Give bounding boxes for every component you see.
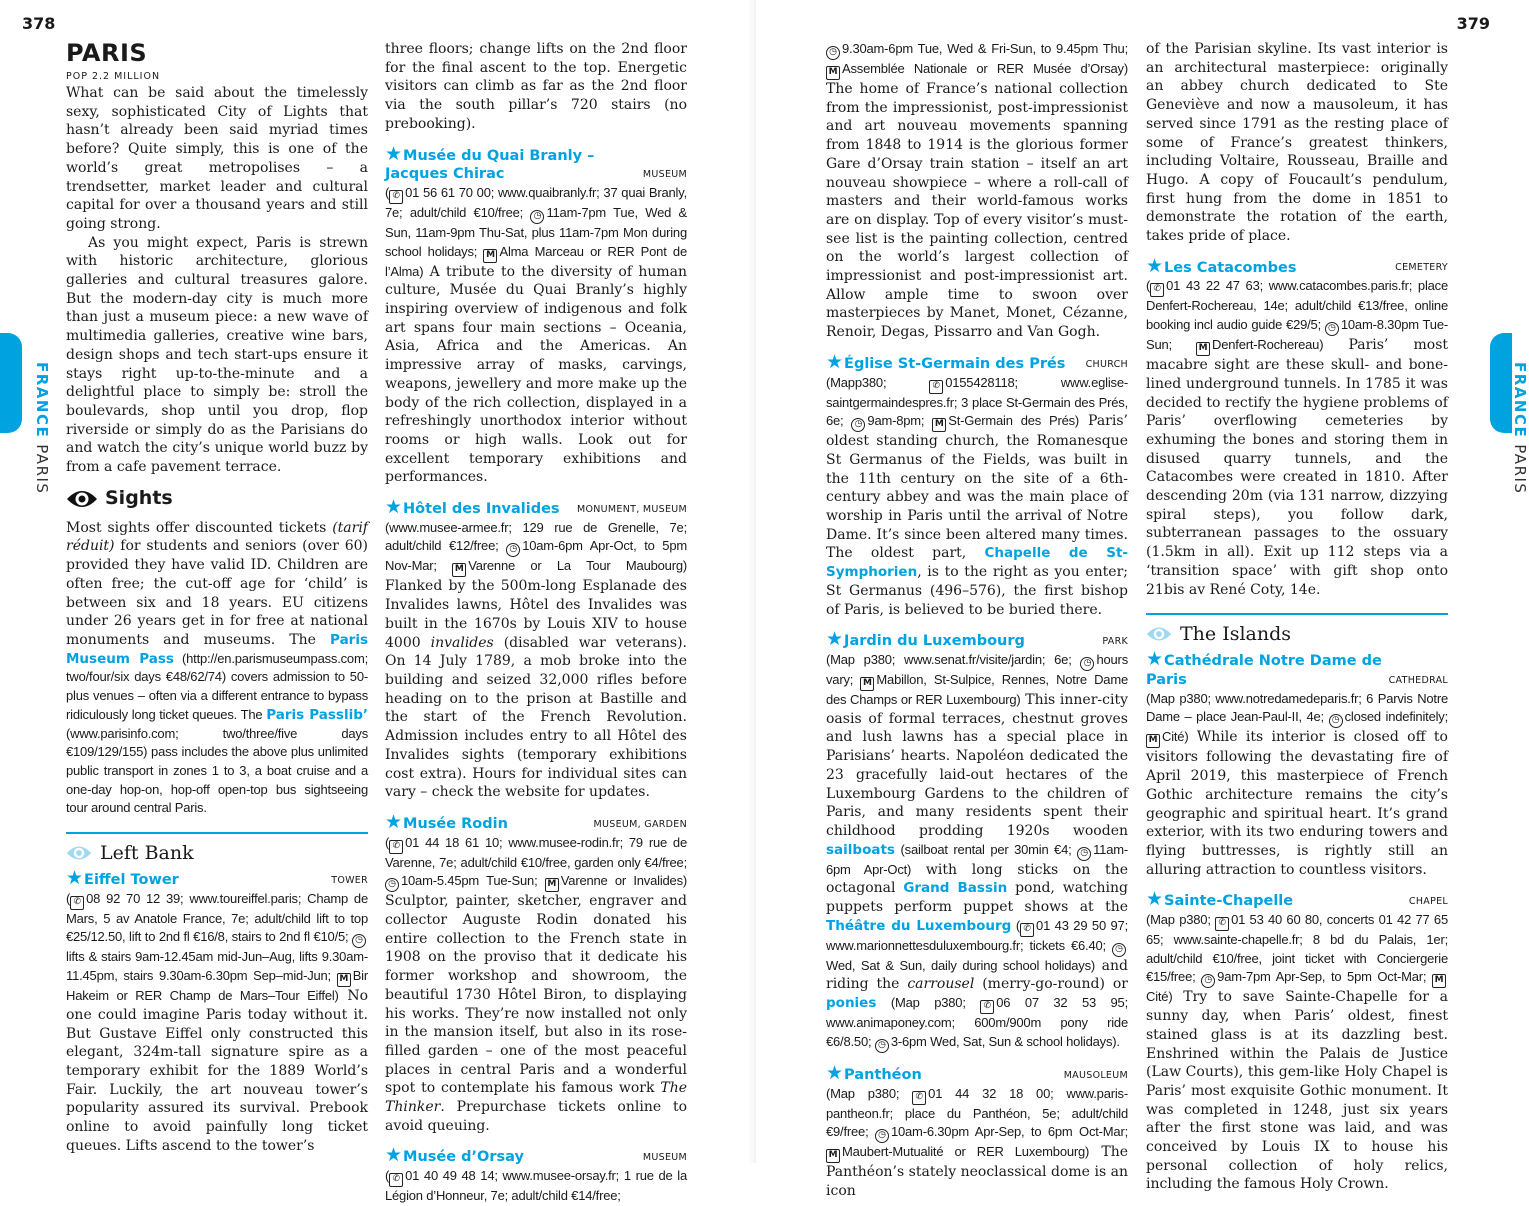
star-icon: ★ — [385, 496, 403, 519]
orsay-continued: ◷ 9.30am-6pm Tue, Wed & Fri-Sun, to 9.45pm Thu; M Assemblée Nationale or RER Musée d’Orsay) The home of France’s national collection from the impressionist, post-impressionist and art nouveau movements spanning from 1848 to 1914 is the glorious former Gare d’Orsay train station – itself an art nouveau showpiece – where a roll-call of masters and their world-famous works are on display. Top of every visitor’s must-see list is the painting collection, centred on the world’s largest collection of impressionist and post-impressionist art. Allow ample time to swoon over masterpieces by Manet, Monet, Cézanne, Renoir, Degas, Pissarro and Van Gogh. — [826, 41, 1128, 341]
phone-icon: ✆ — [1020, 923, 1034, 937]
page-number-right: 379 — [1456, 14, 1490, 33]
pantheon-continued: of the Parisian skyline. Its vast interior is an architectural masterpiece: originally an abbey church dedicated to Ste Geneviève and now a mausoleum, it has served since 1791 as the resting place of some of France’s greatest thinkers, including Voltaire, Rousseau, Braille and Hugo. A copy of Foucault’s pendulum, first hung from the dome in 1851 to demonstrate the rotation of the earth, takes pride of place. — [1146, 41, 1448, 245]
entry-text: (Map p380; www.notredamedeparis.fr; 6 Parvis Notre Dame – place Jean-Paul-II, 4e; ◷ closed indefinitely; M Cité) While its interior is closed off to visitors following the devastating fire of April 2019, this masterpiece of French Gothic architecture remains the city’s geographic and spiritual heart. It’s grand exterior, with its two enduring towers and flying buttresses, is rightly still an alluring attraction to countless visitors. — [1146, 690, 1448, 878]
star-icon: ★ — [826, 628, 844, 651]
metro-icon: M — [1196, 342, 1210, 356]
phone-icon: ✆ — [1150, 283, 1164, 297]
column-3 — [826, 40, 1128, 1201]
entry-type: MUSEUM, GARDEN — [593, 818, 687, 830]
entry-name[interactable]: ★Musée Rodin — [385, 810, 508, 833]
entry-type: CEMETERY — [1395, 262, 1448, 274]
clock-icon: ◷ — [530, 210, 544, 224]
entry-type: TOWER — [331, 874, 368, 886]
running-head-place: PARIS — [1511, 444, 1529, 495]
entry-name[interactable]: ★Jardin du Luxembourg — [826, 628, 1025, 651]
left-bank-heading — [66, 840, 368, 866]
entry-sainte-chapelle — [1146, 888, 1448, 1194]
entry-name[interactable]: ★Musée d’Orsay — [385, 1144, 524, 1167]
thumb-tab-right — [1490, 333, 1512, 433]
entry-jardin-du-luxembourg — [826, 628, 1129, 1053]
section-rule — [1146, 613, 1448, 615]
entry-musee-orsay — [385, 1144, 687, 1205]
entry-pantheon — [826, 1061, 1128, 1201]
entry-notre-dame — [1146, 648, 1448, 879]
eiffel-continued: three floors; change lifts on the 2nd floor for the final ascent to the top. Energetic visitors can climb as far as the 2nd floor via the south pillar’s 720 stairs (no prebooking). — [385, 41, 687, 132]
metro-icon: M — [337, 973, 351, 987]
sights-paragraph: Most sights offer discounted tickets (tarif réduit) for students and seniors (over 60) provided they have valid ID. Children are often free; the cut-off age for ‘child’ is between six and 18 years. EU citizens under 26 years get in for free at national monuments and museums. The Paris Museum Pass (http://en.parismuseumpass.com; two/four/six days €48/62/74) covers admission to 50-plus venues – often via a different entrance to bypass ridiculously long ticket queues. The Paris Passlib’ (www.parisinfo.com; two/three/five days €109/129/155) pass includes the above plus unlimited public transport in zones 1 to 3, a boat cruise and a one-day hop-on, hop-off open-top bus sightseeing tour around central Paris. — [66, 519, 369, 816]
phone-icon: ✆ — [70, 896, 84, 910]
metro-icon: M — [1432, 974, 1446, 988]
entry-text: (www.musee-armee.fr; 129 rue de Grenelle, 7e; adult/child €12/free; ◷ 10am-6pm Apr-Oct, to 5pm Nov-Mar; M Varenne or La Tour Maubourg) Flanked by the 500m-long Esplanade des Invalides lawns, Hôtel des Invalides was built in the 1670s by Louis XIV to house 4000 invalides (disabled war veterans). On 14 July 1789, a mob broke into the building and seized 32,000 rifles before heading on to the prison at Bastille and the start of the French Revolution. Admission includes entry to all Hôtel des Invalides sights (temporary exhibitions cost extra). Hours for individual sites can vary – check the website for updates. — [385, 519, 687, 801]
link-theatre-du-luxembourg[interactable]: Théâtre du Luxembourg — [826, 917, 1012, 934]
link-ponies[interactable]: ponies — [826, 995, 877, 1012]
chapter-title: PARIS — [66, 39, 148, 67]
entry-text: (Map p380; www.senat.fr/visite/jardin; 6e; ◷ hours vary; M Mabillon, St-Sulpice, Rennes, Notre Dame des Champs or RER Luxembourg) This inner-city oasis of formal terraces, chestnut groves and lush lawns has a special place in Parisians’ hearts. Napoléon dedicated the 23 gracefully laid-out hectares of the Luxembourg Gardens to the children of Paris, and many residents spent their childhood prodding 1920s wooden sailboats (sailboat rental per 30min €4; ◷ 11am-6pm Apr-Oct) with long sticks on the octagonal Grand Bassin pond, watching puppets perform puppet shows at the Théâtre du Luxembourg ( ✆ 01 43 29 50 97; www.marionnettesduluxembourg.fr; tickets €6.40; ◷Wed, Sat & Sun, daily during school holidays) and riding the carrousel (merry-go-round) or ponies (Map p380; ✆ 06 07 32 53 95; www.animaponey.com; 600m/900m pony ride €6/8.50; ◷ 3-6pm Wed, Sat, Sun & school holidays). — [826, 651, 1128, 1053]
running-head-place: PARIS — [33, 444, 51, 495]
entry-type: MAUSOLEUM — [1063, 1069, 1128, 1081]
clock-icon: ◷ — [385, 878, 399, 892]
link-grand-bassin[interactable]: Grand Bassin — [903, 880, 1008, 897]
clock-icon: ◷ — [1077, 847, 1091, 861]
entry-name[interactable]: ★Église St-Germain des Prés — [826, 350, 1066, 373]
star-icon: ★ — [66, 867, 84, 890]
star-icon: ★ — [385, 142, 403, 165]
entry-eglise-st-germain — [826, 350, 1129, 619]
star-icon: ★ — [385, 1144, 403, 1167]
column-1 — [66, 40, 368, 1155]
clock-icon: ◷ — [352, 934, 366, 948]
left-page — [0, 0, 756, 1204]
phone-icon: ✆ — [980, 1000, 994, 1014]
phone-icon: ✆ — [389, 840, 403, 854]
metro-icon: M — [545, 878, 559, 892]
clock-icon: ◷ — [875, 1039, 889, 1053]
star-icon: ★ — [1146, 888, 1164, 911]
islands-heading — [1146, 621, 1448, 647]
intro-paragraph-2: As you might expect, Paris is strewn with historic architecture, glorious galleries and cultural treasures galore. But the modern-day city is much more than just a museum piece: a new wave of multimedia galleries, creative wine bars, design shops and tech start-ups ensure it stays right up-to-the-minute and a delightful place to simply be: stroll the boulevards, shop until you drop, flop riverside or simply do as the Parisians do and watch the city’s unique world buzz by from a cafe pavement terrace. — [66, 234, 368, 476]
entry-name[interactable]: ★Panthéon — [826, 1061, 922, 1084]
entry-hotel-des-invalides — [385, 496, 687, 802]
page-number-left: 378 — [22, 14, 56, 33]
link-paris-museum-pass[interactable]: Paris Museum Pass — [66, 631, 368, 667]
entry-type: CATHEDRAL — [1388, 674, 1448, 686]
phone-icon: ✆ — [929, 380, 943, 394]
entry-type: PARK — [1102, 635, 1128, 647]
entry-type: MONUMENT, MUSEUM — [576, 503, 687, 515]
entry-type: CHAPEL — [1408, 896, 1448, 908]
link-chapelle-st-symphorien[interactable]: Chapelle de St-Symphorien — [826, 545, 1129, 581]
metro-icon: M — [1146, 734, 1160, 748]
sights-heading — [66, 483, 368, 515]
clock-icon: ◷ — [506, 543, 520, 557]
entry-text: ( ✆ 08 92 70 12 39; www.toureiffel.paris; Champ de Mars, 5 av Anatole France, 7e; adult/child lift to top €25/12.50, lift to 2nd fl €16/8, stairs to 2nd fl €10/5; ◷lifts & stairs 9am-12.45am mid-Jun–Aug, lifts 9.30am-11.45pm, stairs 9.30am-6.30pm Sep–mid-Jun; M Bir Hakeim or RER Champ de Mars–Tour Eiffel) No one could imagine Paris today without it. But Gustave Eiffel only constructed this elegant, 324m-tall signature spire as a temporary exhibit for the 1889 World’s Fair. Luckily, the art nouveau tower’s popularity assured its survival. Prebook online to avoid painfully long ticket queues. Lifts ascend to the tower’s — [66, 890, 368, 1154]
clock-icon: ◷ — [1112, 943, 1126, 957]
phone-icon: ✆ — [912, 1091, 926, 1105]
sights-heading-text: Sights — [105, 487, 173, 510]
clock-icon: ◷ — [1325, 322, 1339, 336]
running-head-country: FRANCE — [1511, 362, 1529, 439]
entry-text: ( ✆ 01 56 61 70 00; www.quaibranly.fr; 37 quai Branly, 7e; adult/child €10/free; ◷ 11am-7pm Tue, Wed & Sun, 11am-9pm Thu-Sat, plus 11am-7pm Mon during school holidays; M Alma Marceau or RER Pont de l’Alma) A tribute to the diversity of human culture, Musée du Quai Branly’s highly inspiring overview of indigenous and folk art spans four main sections – Oceania, Asia, Africa and the Americas. An impressive array of masks, carvings, weapons, jewellery and more make up the body of the rich collection, displayed in a refreshingly unorthodox interior without rooms or high walls. Look out for excellent temporary exhibitions and performances. — [385, 184, 688, 486]
entry-text: (Map p380; ✆ 01 53 40 60 80, concerts 01 42 77 65 65; www.sainte-chapelle.fr; 8 bd du Palais, 1er; adult/child €10/free, joint ticket with Conciergerie €15/free; ◷ 9am-7pm Apr-Sep, to 5pm Oct-Mar; MCité) Try to save Sainte-Chapelle for a sunny day, when Paris’ oldest, finest stained glass is at its dazzling best. Enshrined within the Palais de Justice (Law Courts), this gem-like Holy Chapel is Paris’ most exquisite Gothic monument. It was completed in 1248, just six years after the first stone was laid, and was conceived by Louis IX to house his personal collection of holy relics, including the famous Holy Crown. — [1146, 912, 1448, 1193]
left-bank-heading-text: Left Bank — [100, 841, 194, 864]
side-running-head-left — [33, 362, 51, 494]
clock-icon: ◷ — [826, 46, 840, 60]
link-paris-passlib[interactable]: Paris Passlib’ — [266, 706, 369, 723]
eye-icon — [1146, 625, 1172, 643]
eye-icon — [66, 488, 98, 510]
entry-les-catacombes — [1146, 254, 1449, 600]
phone-icon: ✆ — [389, 190, 403, 204]
column-2 — [385, 40, 687, 1206]
entry-name[interactable]: ★Musée du Quai Branly – Jacques Chirac — [385, 142, 595, 183]
entry-musee-quai-branly — [385, 142, 688, 488]
thumb-tab-left — [0, 333, 22, 433]
running-head-country: FRANCE — [33, 362, 51, 439]
clock-icon: ◷ — [1080, 657, 1094, 671]
star-icon: ★ — [1146, 648, 1164, 671]
section-rule — [66, 832, 368, 834]
star-icon: ★ — [826, 1061, 844, 1084]
entry-name[interactable]: ★Cathédrale Notre Dame de Paris — [1146, 648, 1382, 688]
entry-name[interactable]: ★Les Catacombes — [1146, 254, 1297, 277]
entry-text: ( ✆ 01 40 49 48 14; www.musee-orsay.fr; 1 rue de la Légion d’Honneur, 7e; adult/child €14/free; — [385, 1168, 687, 1204]
entry-musee-rodin — [385, 810, 687, 1136]
metro-icon: M — [452, 563, 466, 577]
clock-icon: ◷ — [1201, 974, 1215, 988]
entry-text: ( ✆ 01 43 22 47 63; www.catacombes.paris.fr; place Denfert-Rochereau, 14e; adult/child €13/free, online booking incl audio guide €29/5; ◷ 10am-8.30pm Tue-Sun; M Denfert-Rochereau) Paris’ most macabre sight are these skull- and bone-lined underground tunnels. In 1785 it was decided to rectify the hygiene problems of Paris’ overflowing cemeteries by exhuming the bones and storing them in disused quarry tunnels, and the Catacombes were created in 1810. After descending 20m (via 131 narrow, dizzying spiral steps), you follow dark, subterranean passages to the ossuary (1.5km in all). Exit up 112 steps via a ‘transition space’ with gift shop onto 21bis av René Coty, 14e. — [1146, 278, 1449, 598]
metro-icon: M — [860, 677, 874, 691]
side-running-head-right — [1511, 362, 1529, 494]
metro-icon: M — [826, 66, 840, 80]
metro-icon: M — [932, 418, 946, 432]
eye-icon — [66, 844, 92, 862]
entry-text: (Map p380; ✆ 01 44 32 18 00; www.paris-pantheon.fr; place du Panthéon, 5e; adult/child €9/free; ◷ 10am-6.30pm Apr-Sep, to 6pm Oct-Mar; M Maubert-Mutualité or RER Luxembourg) The Panthéon’s stately neoclassical dome is an icon — [826, 1085, 1128, 1199]
entry-type: MUSEUM — [642, 168, 687, 180]
entry-text: (Mapp380; ✆ 0155428118; www.eglise-saintgermaindespres.fr; 3 place St-Germain des Prés, 6e; ◷ 9am-8pm; M St-Germain des Prés) Paris’ oldest standing church, the Romanesque St Germanus of the Fields, was built in the 11th century on the site of a 6th-century abbey and was the main place of worship in Paris until the arrival of Notre Dame. It’s since been altered many times. The oldest part, Chapelle de St-Symphorien, is to the right as you enter; St Germanus (496–576), the first bishop of Paris, is believed to be buried there. — [826, 374, 1129, 618]
entry-type: MUSEUM — [642, 1152, 687, 1164]
phone-icon: ✆ — [1215, 917, 1229, 931]
clock-icon: ◷ — [1329, 714, 1343, 728]
link-sailboats[interactable]: sailboats — [826, 841, 895, 858]
entry-eiffel-tower — [66, 867, 368, 1155]
entry-name[interactable]: ★Eiffel Tower — [66, 867, 179, 890]
intro-paragraph-1: What can be said about the timelessly sexy, sophisticated City of Lights that hasn’t already been said myriad times before? Quite simply, this is one of the world’s great metropolises – a trendsetter, market leader and cultural capital for over a thousand years and still going strong. — [66, 85, 368, 232]
star-icon: ★ — [1146, 254, 1164, 277]
phone-icon: ✆ — [389, 1173, 403, 1187]
entry-name[interactable]: ★Hôtel des Invalides — [385, 496, 560, 519]
clock-icon: ◷ — [851, 418, 865, 432]
star-icon: ★ — [385, 810, 403, 833]
entry-text: ( ✆ 01 44 18 61 10; www.musee-rodin.fr; 79 rue de Varenne, 7e; adult/child €10/free, garden only €4/free; ◷ 10am-5.45pm Tue-Sun; M Varenne or Invalides) Sculptor, painter, sketcher, engraver and collector Auguste Rodin donated his entire collection to the French state in 1908 on the proviso that it dedicate his former workshop and showroom, the beautiful 1730 Hôtel Biron, to displaying his works. They’re now installed not only in the mansion itself, but also in its rose-filled garden – one of the most peaceful places in central Paris and a wonderful spot to contemplate his famous work The Thinker. Prepurchase tickets online to avoid queuing. — [385, 834, 687, 1134]
population: POP 2.2 MILLION — [66, 71, 161, 82]
islands-heading-text: The Islands — [1180, 622, 1292, 645]
right-page — [756, 0, 1529, 1199]
entry-name[interactable]: ★Sainte-Chapelle — [1146, 888, 1294, 911]
metro-icon: M — [826, 1149, 840, 1163]
entry-type: CHURCH — [1085, 358, 1128, 370]
column-4 — [1146, 40, 1448, 1194]
star-icon: ★ — [826, 350, 844, 373]
metro-icon: M — [483, 249, 497, 263]
clock-icon: ◷ — [875, 1129, 889, 1143]
